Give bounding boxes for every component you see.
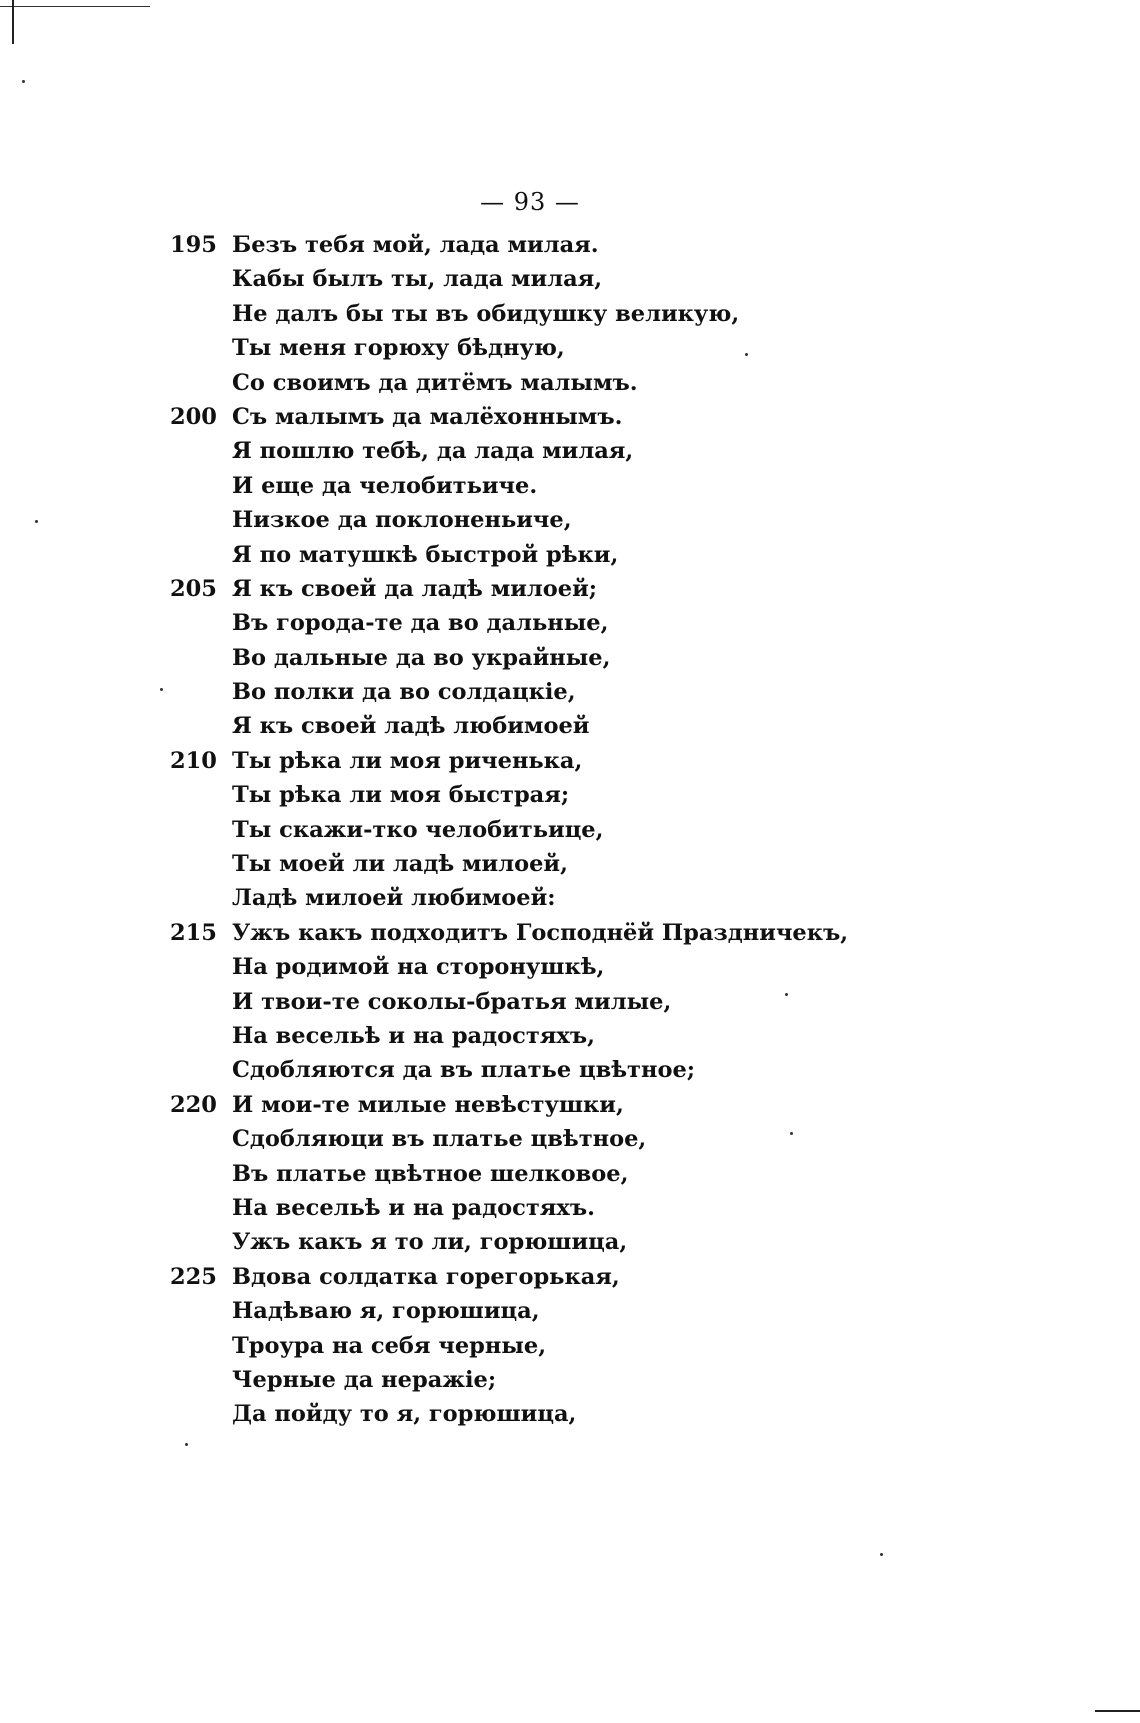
verse-line [170, 572, 1070, 606]
verse-text: Надѣваю я, горюшица, [232, 1298, 540, 1325]
verse-text: Ты меня горюху бѣдную, [232, 335, 565, 362]
verse-line [170, 1260, 1070, 1294]
verse-line [170, 434, 1070, 468]
verse-text: На родимой на сторонушкѣ, [232, 954, 605, 981]
verse-text: Въ города-те да во дальные, [232, 610, 609, 637]
line-number: 215 [170, 919, 217, 946]
verse-line [170, 1397, 1070, 1431]
verse-line [170, 641, 1070, 675]
verse-line [170, 778, 1070, 812]
verse-line [170, 1191, 1070, 1225]
verse-text: Съ малымъ да малёхоннымъ. [232, 403, 623, 430]
verse-line [170, 262, 1070, 296]
verse-text: Ты рѣка ли моя быстрая; [232, 782, 570, 809]
verse-line [170, 709, 1070, 743]
verse-text: Я къ своей да ладѣ милоей; [232, 575, 598, 602]
line-number: 220 [170, 1091, 217, 1118]
verse-text: Троура на себя черные, [232, 1332, 547, 1359]
verse-text: Я по матушкѣ быстрой рѣки, [232, 541, 619, 568]
line-number: 200 [170, 403, 217, 430]
line-number: 205 [170, 575, 217, 602]
verse-text: Кабы былъ ты, лада милая, [232, 266, 603, 293]
line-number: 210 [170, 747, 217, 774]
verse-text: Не далъ бы ты въ обидушку великую, [232, 300, 740, 327]
verse-line [170, 469, 1070, 503]
verse-text: Во дальные да во украйные, [232, 644, 611, 671]
verse-line [170, 985, 1070, 1019]
verse-line [170, 606, 1070, 640]
verse-line [170, 1088, 1070, 1122]
verse-line [170, 1329, 1070, 1363]
verse-line [170, 675, 1070, 709]
verse-text: На весельѣ и на радостяхъ, [232, 1022, 595, 1049]
scan-speck [185, 1443, 188, 1446]
scan-edge-mark [12, 0, 14, 44]
verse-text: Ужъ какъ подходитъ Господнёй Праздничекъ, [232, 919, 849, 946]
scan-speck [160, 688, 163, 691]
line-number: 195 [170, 232, 217, 258]
verse-text: Сдобляюци въ платье цвѣтное, [232, 1126, 647, 1153]
verse-text: Въ платье цвѣтное шелковое, [232, 1160, 629, 1187]
verse-text: Черные да неражіе; [232, 1366, 497, 1393]
verse-line [170, 950, 1070, 984]
verse-line [170, 1157, 1070, 1191]
verse-line [170, 1019, 1070, 1053]
verse-line [170, 297, 1070, 331]
verse-line [170, 366, 1070, 400]
scan-speck [22, 80, 25, 83]
verse-text: И мои-те милые невѣстушки, [232, 1091, 624, 1118]
verse-line [170, 813, 1070, 847]
verse-line [170, 503, 1070, 537]
verse-line [170, 1053, 1070, 1087]
verse-line [170, 1363, 1070, 1397]
verse-text: Ты скажи-тко челобитьице, [232, 816, 604, 843]
verse-line [170, 228, 1070, 262]
scan-edge-line [1095, 1710, 1140, 1712]
verse-text: Во полки да во солдацкіе, [232, 679, 576, 706]
line-number: 225 [170, 1263, 217, 1290]
poem-text [170, 228, 1070, 1432]
verse-text: И твои-те соколы-братья милые, [232, 988, 672, 1015]
verse-line [170, 538, 1070, 572]
verse-text: На весельѣ и на радостяхъ. [232, 1194, 595, 1221]
verse-text: Безъ тебя мой, лада милая. [232, 232, 599, 258]
verse-text: Ты моей ли ладѣ милоей, [232, 851, 568, 878]
verse-text: И еще да челобитьиче. [232, 472, 538, 499]
verse-text: Ладѣ милоей любимоей: [232, 885, 556, 912]
page-number: — 93 — [480, 188, 580, 216]
scan-speck [880, 1553, 883, 1556]
scan-edge-line [0, 6, 150, 7]
verse-text: Со своимъ да дитёмъ малымъ. [232, 369, 638, 396]
verse-line [170, 331, 1070, 365]
verse-text: Я къ своей ладѣ любимоей [232, 713, 590, 740]
verse-line [170, 916, 1070, 950]
verse-line [170, 847, 1070, 881]
verse-line [170, 1294, 1070, 1328]
verse-text: Ужъ какъ я то ли, горюшица, [232, 1229, 628, 1256]
verse-text: Да пойду то я, горюшица, [232, 1401, 577, 1428]
verse-text: Вдова солдатка горегорькая, [232, 1263, 620, 1290]
verse-text: Низкое да поклоненьиче, [232, 507, 572, 534]
verse-text: Сдобляются да въ платье цвѣтное; [232, 1057, 696, 1084]
verse-line [170, 1122, 1070, 1156]
verse-text: Я пошлю тебѣ, да лада милая, [232, 438, 634, 465]
verse-line [170, 400, 1070, 434]
verse-line [170, 744, 1070, 778]
scan-speck [35, 520, 38, 523]
verse-line [170, 881, 1070, 915]
verse-line [170, 1225, 1070, 1259]
verse-text: Ты рѣка ли моя риченька, [232, 747, 583, 774]
